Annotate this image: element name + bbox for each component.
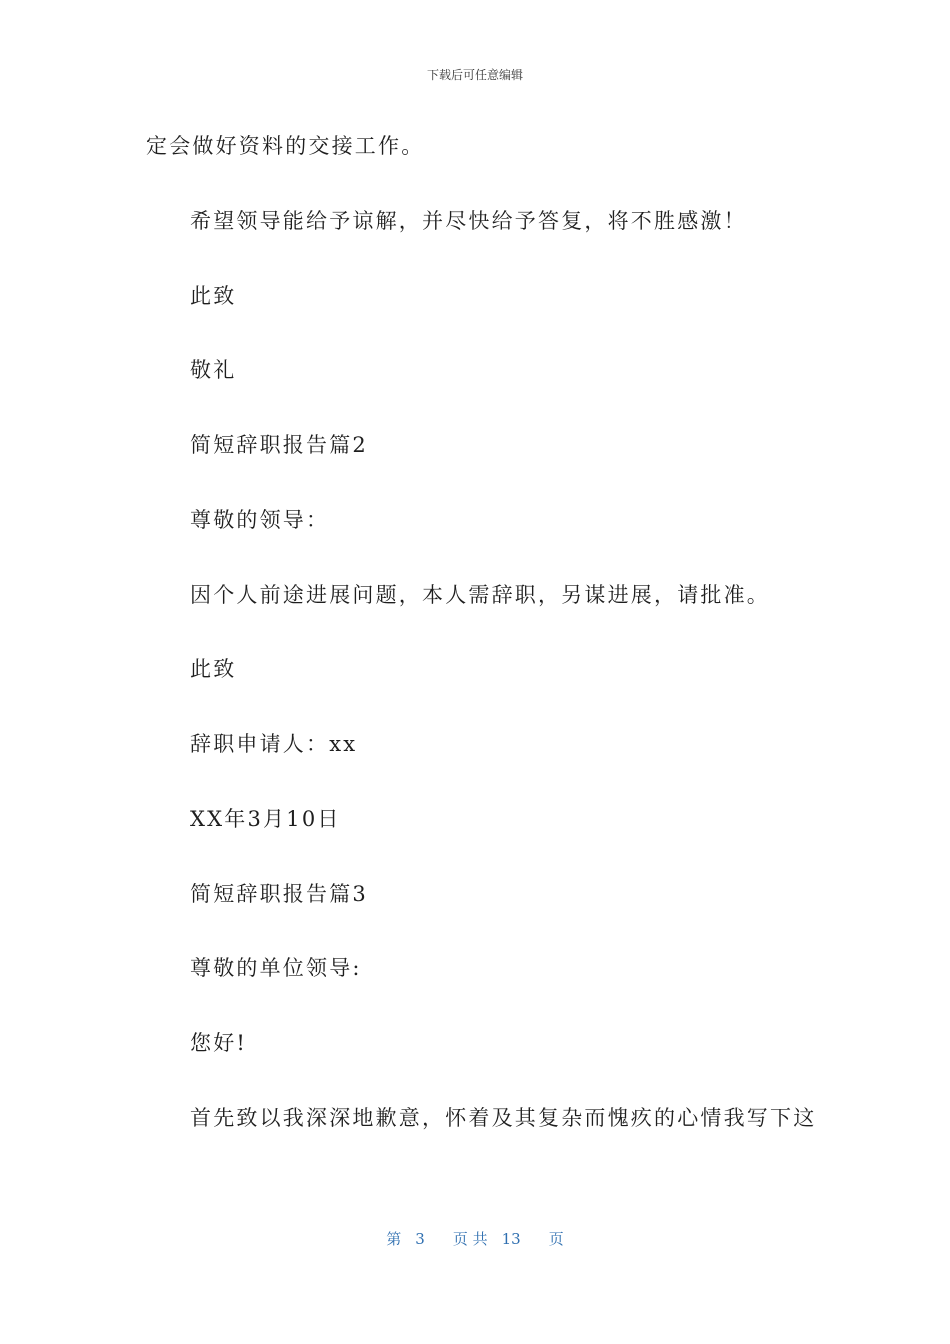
section-heading: 简短辞职报告篇2 (190, 433, 368, 457)
text-line: 此致 (190, 657, 237, 681)
section-heading: 简短辞职报告篇3 (190, 882, 368, 906)
page-prefix: 第 (386, 1230, 402, 1248)
text-line: 因个人前途进展问题，本人需辞职，另谋进展，请批准。 (190, 583, 770, 607)
page-suffix: 页 (548, 1230, 564, 1248)
total-pages: 13 (501, 1230, 521, 1248)
salutation: 尊敬的领导： (190, 508, 330, 532)
text-line: 定会做好资料的交接工作。 (146, 134, 425, 158)
page-number: 3 (415, 1230, 425, 1248)
greeting: 您好! (190, 1031, 248, 1055)
date-line: XX年3月10日 (190, 807, 341, 831)
signature-line: 辞职申请人：xx (190, 732, 358, 756)
text-line: 首先致以我深深地歉意，怀着及其复杂而愧疚的心情我写下这 (190, 1106, 817, 1130)
text-line: 希望领导能给予谅解，并尽快给予答复，将不胜感激！ (190, 209, 747, 233)
page-header: 下载后可任意编辑 (426, 68, 523, 82)
salutation: 尊敬的单位领导: (190, 956, 362, 980)
page-mid-text: 页 共 (452, 1230, 488, 1248)
text-line: 敬礼 (190, 358, 237, 382)
page-footer (0, 1228, 950, 1250)
text-line: 此致 (190, 284, 237, 308)
